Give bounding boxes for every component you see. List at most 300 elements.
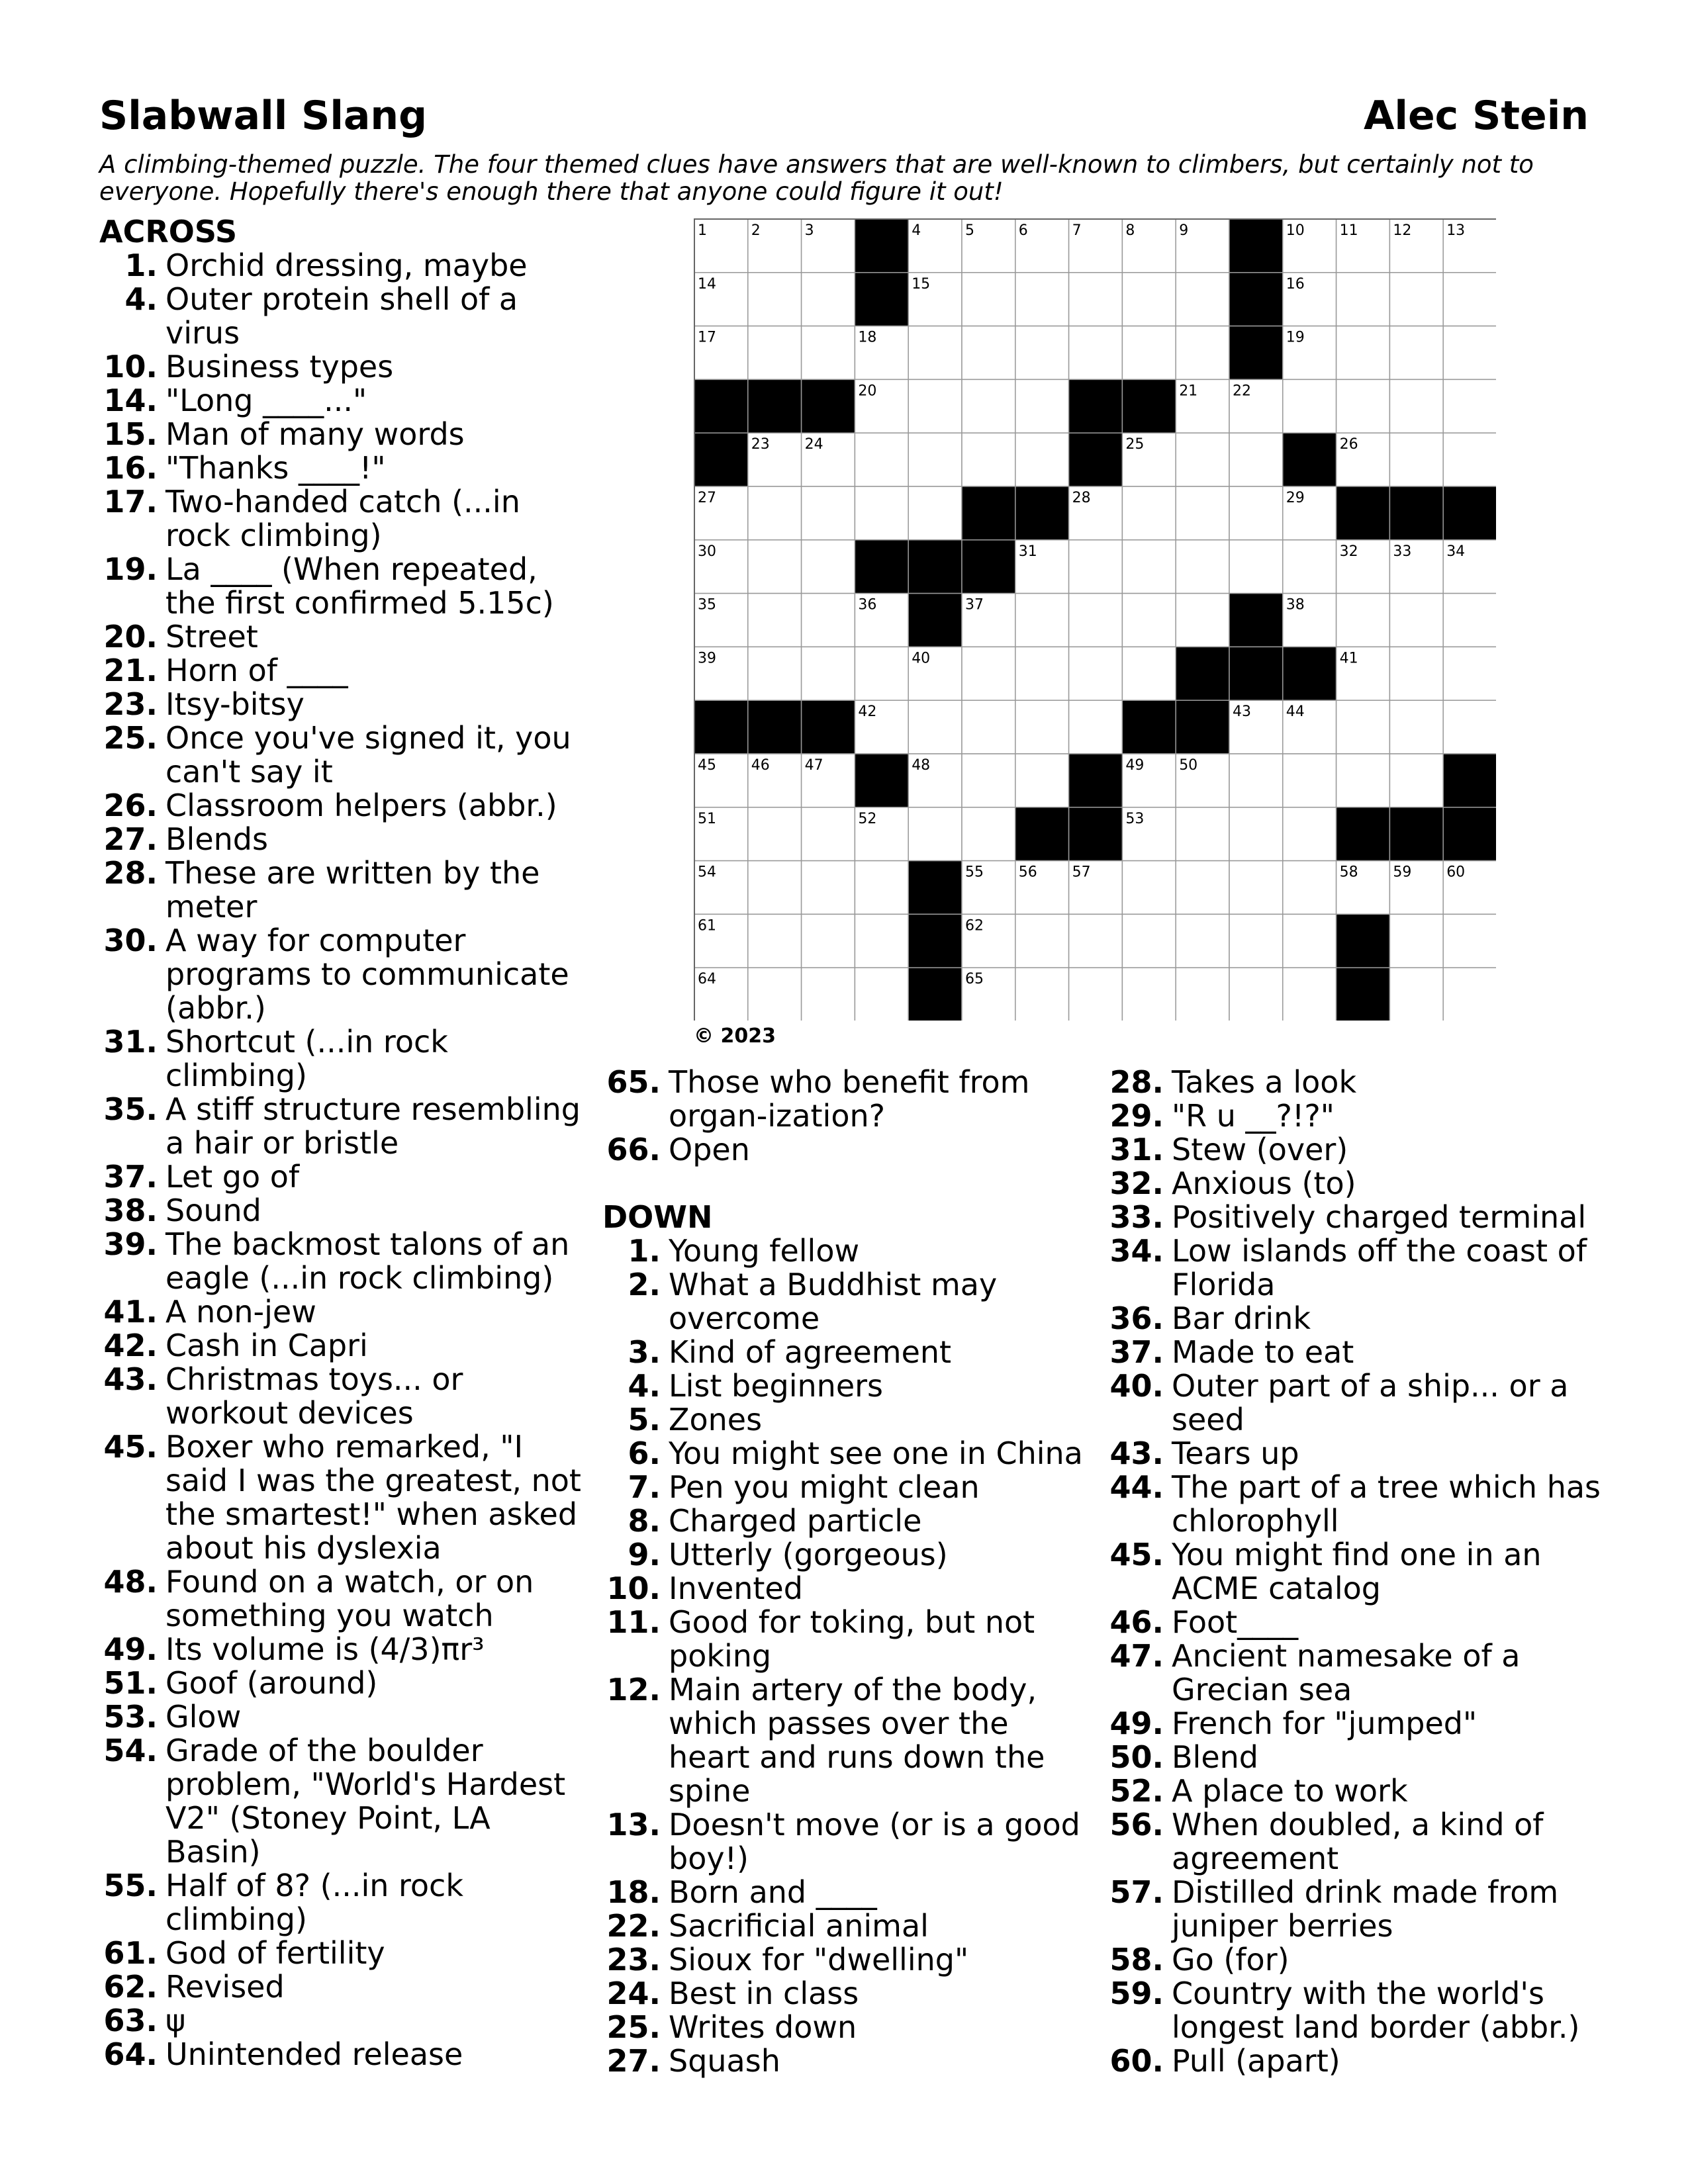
cell-number: 35 [698, 596, 716, 614]
clue-text: The backmost talons of an eagle (...in rock climbing) [165, 1226, 570, 1296]
clue-number: 18. [606, 1874, 661, 1910]
grid-cell[interactable] [855, 968, 908, 1021]
clue-item [602, 1538, 1092, 1572]
clue-number: 17. [103, 484, 158, 520]
down-heading: DOWN [602, 1199, 713, 1235]
grid-block [1176, 700, 1229, 754]
grid-cell[interactable] [748, 807, 802, 861]
clue-number: 10. [103, 349, 158, 385]
grid-cell[interactable] [1069, 700, 1123, 754]
clue-item [99, 721, 589, 789]
clue-item [99, 1666, 589, 1700]
clue-text: Let go of [165, 1159, 300, 1195]
grid-cell[interactable] [1015, 273, 1069, 326]
grid-cell[interactable] [748, 594, 802, 647]
clue-item [602, 1403, 1092, 1437]
grid-cell[interactable] [748, 647, 802, 700]
grid-cell[interactable] [1176, 433, 1229, 486]
grid-cell[interactable] [1336, 273, 1390, 326]
clue-number: 29. [1109, 1098, 1164, 1134]
grid-cell[interactable] [802, 914, 855, 968]
grid-cell[interactable] [1336, 594, 1390, 647]
clue-number: 45. [1109, 1537, 1164, 1572]
grid-cell[interactable] [1389, 379, 1443, 433]
grid-cell[interactable] [908, 700, 962, 754]
grid-cell[interactable] [1176, 968, 1229, 1021]
clue-item [99, 1970, 589, 2004]
grid-cell[interactable] [748, 540, 802, 594]
grid-cell[interactable] [962, 326, 1015, 380]
grid-cell[interactable] [802, 326, 855, 380]
grid-block [962, 540, 1015, 594]
clue-item [99, 283, 589, 350]
grid-cell[interactable] [1443, 700, 1496, 754]
clue-text: Charged particle [669, 1503, 922, 1539]
grid-cell[interactable] [1122, 647, 1176, 700]
cell-number: 34 [1446, 543, 1466, 560]
cell-number: 11 [1339, 222, 1358, 239]
grid-cell[interactable] [1069, 914, 1123, 968]
cell-number: 42 [858, 704, 877, 721]
grid-cell[interactable] [1122, 861, 1176, 915]
grid-cell[interactable] [1069, 968, 1123, 1021]
grid-cell[interactable] [1015, 968, 1069, 1021]
grid-block [694, 379, 748, 433]
cell-number: 38 [1286, 596, 1305, 614]
grid-block [855, 273, 908, 326]
clue-number: 31. [1109, 1132, 1164, 1167]
clue-number: 10. [606, 1570, 661, 1606]
clue-text: Shortcut (...in rock climbing) [165, 1024, 448, 1093]
clue-item [99, 654, 589, 688]
clue-number: 62. [103, 1969, 158, 2005]
grid-cell[interactable] [1122, 968, 1176, 1021]
grid-cell[interactable] [1176, 273, 1229, 326]
clue-item [602, 1673, 1092, 1808]
cell-number: 33 [1393, 543, 1412, 560]
cell-number: 32 [1339, 543, 1358, 560]
grid-cell[interactable] [1122, 273, 1176, 326]
cell-number: 48 [912, 757, 931, 774]
grid-cell[interactable] [1443, 326, 1496, 380]
grid-cell[interactable] [1015, 326, 1069, 380]
clue-text: Sioux for "dwelling" [669, 1942, 969, 1978]
clue-text: Half of 8? (...in rock climbing) [165, 1868, 463, 1937]
clue-number: 52. [1109, 1773, 1164, 1809]
grid-cell[interactable] [1283, 914, 1336, 968]
clue-text: Orchid dressing, maybe [165, 248, 528, 283]
grid-cell[interactable] [1176, 594, 1229, 647]
clue-number: 31. [103, 1024, 158, 1060]
grid-cell[interactable] [1069, 647, 1123, 700]
grid-block [1443, 486, 1496, 540]
grid-cell[interactable] [1069, 594, 1123, 647]
grid-cell[interactable] [962, 700, 1015, 754]
clue-text: Sacrificial animal [669, 1908, 929, 1944]
grid-cell[interactable] [908, 433, 962, 486]
cell-number: 14 [698, 275, 716, 293]
copyright-notice: © 2023 [694, 1024, 776, 1048]
clue-text: Once you've signed it, you can't say it [165, 720, 571, 790]
clue-number: 27. [103, 821, 158, 857]
grid-cell[interactable] [748, 914, 802, 968]
cell-number: 4 [912, 222, 921, 239]
clue-number: 25. [103, 720, 158, 756]
clue-item [602, 1437, 1092, 1471]
clue-text: Stew (over) [1172, 1132, 1348, 1167]
grid-cell[interactable] [802, 594, 855, 647]
clue-text: Takes a look [1172, 1064, 1357, 1100]
grid-cell[interactable] [1069, 326, 1123, 380]
grid-block [962, 486, 1015, 540]
cell-number: 25 [1125, 436, 1145, 453]
clue-number: 19. [103, 551, 158, 587]
clue-text: Born and ____ [669, 1874, 877, 1910]
clue-item [99, 1565, 589, 1633]
grid-cell[interactable] [855, 486, 908, 540]
grid-cell[interactable] [802, 807, 855, 861]
clue-number: 59. [1109, 1976, 1164, 2011]
clue-item [602, 1336, 1092, 1369]
clue-number: 30. [103, 923, 158, 958]
grid-cell[interactable] [802, 540, 855, 594]
grid-cell[interactable] [855, 647, 908, 700]
grid-cell[interactable] [1283, 379, 1336, 433]
clue-item [1105, 2044, 1609, 2078]
clue-number: 13. [606, 1807, 661, 1843]
grid-cell[interactable] [1389, 914, 1443, 968]
grid-block [1336, 807, 1390, 861]
clue-item [602, 1876, 1092, 1909]
grid-cell[interactable] [1122, 594, 1176, 647]
grid-block [908, 914, 962, 968]
grid-cell[interactable] [1122, 486, 1176, 540]
grid-cell[interactable] [962, 754, 1015, 807]
clue-number: 1. [628, 1233, 661, 1269]
cell-number: 44 [1286, 704, 1305, 721]
clue-item [99, 1228, 589, 1295]
grid-cell[interactable] [748, 486, 802, 540]
grid-cell[interactable] [1229, 807, 1283, 861]
grid-cell[interactable] [1122, 326, 1176, 380]
cell-number: 54 [698, 864, 716, 881]
grid-cell[interactable] [1389, 326, 1443, 380]
clue-item [602, 1606, 1092, 1673]
clue-item [99, 1093, 589, 1160]
grid-cell[interactable] [1283, 861, 1336, 915]
clue-text: Business types [165, 349, 394, 385]
grid-cell[interactable] [1389, 594, 1443, 647]
grid-cell[interactable] [962, 273, 1015, 326]
clue-item [99, 1430, 589, 1565]
clue-text: Low islands off the coast of Florida [1172, 1233, 1587, 1302]
cell-number: 15 [912, 275, 931, 293]
grid-cell[interactable] [1443, 433, 1496, 486]
clue-number: 40. [1109, 1368, 1164, 1404]
clue-text: Street [165, 619, 258, 655]
grid-cell[interactable] [1229, 540, 1283, 594]
clue-number: 50. [1109, 1739, 1164, 1775]
clue-text: You might find one in an ACME catalog [1172, 1537, 1542, 1606]
clue-number: 49. [103, 1631, 158, 1667]
grid-cell[interactable] [908, 807, 962, 861]
cell-number: 51 [698, 810, 716, 827]
grid-cell[interactable] [962, 807, 1015, 861]
grid-cell[interactable] [1443, 273, 1496, 326]
grid-cell[interactable] [908, 379, 962, 433]
grid-cell[interactable] [802, 861, 855, 915]
clue-item [99, 451, 589, 485]
grid-cell[interactable] [1389, 433, 1443, 486]
clue-text: Anxious (to) [1172, 1165, 1356, 1201]
cell-number: 49 [1125, 757, 1145, 774]
clue-item [99, 1194, 589, 1228]
clue-item [602, 2044, 1092, 2078]
grid-cell[interactable] [1443, 914, 1496, 968]
clue-text: The part of a tree which has chlorophyll [1172, 1469, 1601, 1539]
cell-number: 55 [965, 864, 984, 881]
grid-cell[interactable] [748, 968, 802, 1021]
cell-number: 1 [698, 222, 707, 239]
grid-cell[interactable] [802, 968, 855, 1021]
grid-block [1389, 486, 1443, 540]
clue-text: Sound [165, 1193, 261, 1228]
clue-item [99, 1633, 589, 1666]
cell-number: 56 [1018, 864, 1037, 881]
clue-text: When doubled, a kind of agreement [1172, 1807, 1544, 1876]
cell-number: 66 [1339, 971, 1358, 988]
grid-cell[interactable] [855, 433, 908, 486]
grid-cell[interactable] [1283, 754, 1336, 807]
grid-cell[interactable] [1229, 754, 1283, 807]
clue-number: 39. [103, 1226, 158, 1262]
clue-item [99, 1869, 589, 1936]
clue-number: 2. [628, 1267, 661, 1302]
grid-cell[interactable] [962, 433, 1015, 486]
clue-number: 24. [606, 1976, 661, 2011]
clue-text: Distilled drink made from juniper berries [1172, 1874, 1559, 1944]
clue-item [99, 823, 589, 856]
clue-text: Utterly (gorgeous) [669, 1537, 948, 1572]
grid-cell[interactable] [855, 861, 908, 915]
clue-item [99, 856, 589, 924]
cell-number: 3 [804, 222, 814, 239]
grid-block [1389, 807, 1443, 861]
grid-cell[interactable] [1389, 273, 1443, 326]
clue-number: 16. [103, 450, 158, 486]
clue-text: Best in class [669, 1976, 859, 2011]
grid-cell[interactable] [908, 486, 962, 540]
clue-text: Its volume is (4/3)πr³ [165, 1631, 485, 1667]
grid-cell[interactable] [1283, 540, 1336, 594]
grid-cell[interactable] [1069, 273, 1123, 326]
clue-text: Young fellow [669, 1233, 860, 1269]
grid-block [1336, 486, 1390, 540]
cell-number: 57 [1072, 864, 1091, 881]
grid-cell[interactable] [802, 486, 855, 540]
clue-number: 53. [103, 1699, 158, 1735]
clue-item [1105, 1639, 1609, 1707]
cell-number: 5 [965, 222, 974, 239]
grid-block [748, 379, 802, 433]
grid-block [748, 700, 802, 754]
clue-text: Outer protein shell of a virus [165, 281, 518, 351]
grid-cell[interactable] [1176, 861, 1229, 915]
grid-cell[interactable] [1283, 968, 1336, 1021]
clue-item [99, 249, 589, 283]
grid-cell[interactable] [1336, 754, 1390, 807]
clue-item [99, 1295, 589, 1329]
grid-block [1069, 754, 1123, 807]
clue-number: 14. [103, 383, 158, 418]
cell-number: 16 [1286, 275, 1305, 293]
grid-cell[interactable] [1015, 647, 1069, 700]
clue-item [602, 1471, 1092, 1504]
clue-text: Itsy-bitsy [165, 686, 305, 722]
clue-text: Goof (around) [165, 1665, 378, 1701]
grid-block [1283, 433, 1336, 486]
clue-item [99, 418, 589, 451]
grid-block [1069, 379, 1123, 433]
clue-number: 66. [606, 1132, 661, 1167]
clue-text: "Thanks ____!" [165, 450, 386, 486]
grid-cell[interactable] [1336, 326, 1390, 380]
grid-block [1015, 486, 1069, 540]
grid-cell[interactable] [908, 326, 962, 380]
clue-number: 25. [606, 2009, 661, 2045]
clue-number: 44. [1109, 1469, 1164, 1505]
clue-item [1105, 1707, 1609, 1741]
grid-block [1229, 273, 1283, 326]
grid-cell[interactable] [1015, 754, 1069, 807]
clue-text: Christmas toys... or workout devices [165, 1361, 463, 1431]
grid-cell[interactable] [1389, 968, 1443, 1021]
clue-text: Cash in Capri [165, 1328, 368, 1363]
grid-block [1443, 754, 1496, 807]
grid-cell[interactable] [748, 273, 802, 326]
grid-cell[interactable] [802, 647, 855, 700]
clue-column-1 [99, 215, 589, 2071]
grid-cell[interactable] [1389, 647, 1443, 700]
cell-number: 64 [698, 971, 716, 988]
grid-cell[interactable] [1229, 486, 1283, 540]
cell-number: 36 [858, 596, 877, 614]
clue-number: 22. [606, 1908, 661, 1944]
clue-item [99, 1025, 589, 1093]
cell-number: 61 [698, 917, 716, 934]
down-clue-list-continued [1105, 1066, 1609, 2078]
grid-cell[interactable] [1015, 379, 1069, 433]
clue-text: French for "jumped" [1172, 1706, 1477, 1741]
across-clue-list [99, 249, 589, 2071]
grid-cell[interactable] [802, 273, 855, 326]
grid-cell[interactable] [1176, 326, 1229, 380]
grid-cell[interactable] [1283, 807, 1336, 861]
grid-cell[interactable] [1015, 433, 1069, 486]
cell-number: 28 [1072, 490, 1091, 506]
cell-number: 9 [1179, 222, 1189, 239]
grid-cell[interactable] [1176, 914, 1229, 968]
clue-text: Foot____ [1172, 1604, 1299, 1640]
grid-cell[interactable] [1122, 914, 1176, 968]
clue-item [99, 1700, 589, 1734]
grid-cell[interactable] [1229, 433, 1283, 486]
grid-cell[interactable] [1443, 968, 1496, 1021]
clue-item [99, 2004, 589, 2038]
clue-item [99, 924, 589, 1025]
clue-number: 11. [606, 1604, 661, 1640]
clue-item [1105, 1741, 1609, 1774]
grid-cell[interactable] [855, 914, 908, 968]
clue-text: Found on a watch, or on something you watch [165, 1564, 534, 1633]
cell-number: 29 [1286, 490, 1305, 506]
clue-item [602, 1909, 1092, 1943]
grid-block [1122, 700, 1176, 754]
clue-number: 56. [1109, 1807, 1164, 1843]
grid-cell[interactable] [748, 861, 802, 915]
clue-text: Go (for) [1172, 1942, 1289, 1978]
grid-cell[interactable] [962, 379, 1015, 433]
grid-cell[interactable] [1229, 914, 1283, 968]
clue-item [602, 2011, 1092, 2044]
grid-cell[interactable] [748, 326, 802, 380]
cell-number: 6 [1018, 222, 1028, 239]
clue-number: 23. [103, 686, 158, 722]
clue-text: Zones [669, 1402, 763, 1437]
grid-cell[interactable] [1122, 540, 1176, 594]
clue-item [602, 1268, 1092, 1336]
grid-cell[interactable] [1229, 968, 1283, 1021]
grid-cell[interactable] [1336, 379, 1390, 433]
grid-cell[interactable] [1015, 594, 1069, 647]
clue-number: 15. [103, 416, 158, 452]
grid-cell[interactable] [1176, 486, 1229, 540]
cell-number: 13 [1446, 222, 1466, 239]
cell-number: 7 [1072, 222, 1082, 239]
clue-text: Man of many words [165, 416, 465, 452]
cell-number: 53 [1125, 810, 1145, 827]
grid-cell[interactable] [1443, 594, 1496, 647]
grid-cell[interactable] [1443, 647, 1496, 700]
grid-cell[interactable] [1336, 700, 1390, 754]
grid-cell[interactable] [1176, 540, 1229, 594]
grid-block [694, 433, 748, 486]
cell-number: 39 [698, 650, 716, 667]
grid-cell[interactable] [1229, 861, 1283, 915]
clue-text: You might see one in China [669, 1435, 1083, 1471]
grid-cell[interactable] [1069, 540, 1123, 594]
crossword-grid [694, 218, 1496, 1021]
clue-item [1105, 1099, 1609, 1133]
grid-block [908, 594, 962, 647]
clue-number: 61. [103, 1935, 158, 1971]
grid-cell[interactable] [1015, 914, 1069, 968]
clue-column-2 [602, 1066, 1092, 2078]
grid-cell[interactable] [1389, 700, 1443, 754]
grid-cell[interactable] [1389, 754, 1443, 807]
grid-cell[interactable] [1015, 700, 1069, 754]
grid-cell[interactable] [962, 647, 1015, 700]
cell-number: 62 [965, 917, 984, 934]
clue-text: Invented [669, 1570, 803, 1606]
grid-cell[interactable] [1443, 379, 1496, 433]
clue-number: 37. [1109, 1334, 1164, 1370]
clue-item [99, 620, 589, 654]
clue-item [602, 1943, 1092, 1977]
clue-text: God of fertility [165, 1935, 385, 1971]
grid-cell[interactable] [1176, 807, 1229, 861]
clue-text: A place to work [1172, 1773, 1408, 1809]
